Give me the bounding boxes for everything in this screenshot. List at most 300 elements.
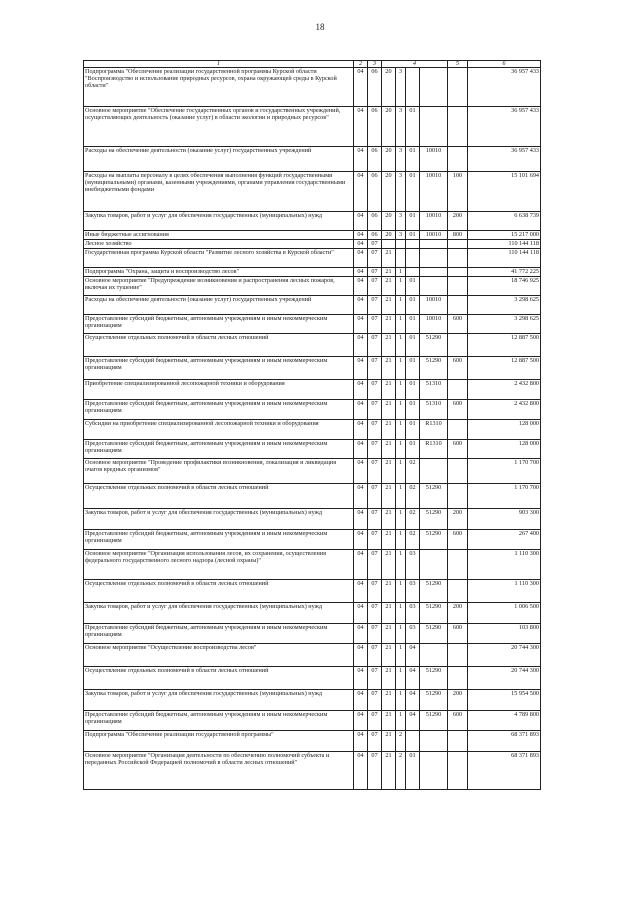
row-section: 04 bbox=[354, 147, 368, 172]
row-section: 04 bbox=[354, 277, 368, 296]
row-subsection: 07 bbox=[368, 752, 382, 790]
row-name: Осуществление отдельных полномочий в области лесных отношений bbox=[84, 580, 354, 603]
row-activity bbox=[406, 731, 420, 752]
table-row bbox=[84, 231, 541, 240]
row-program: 20 bbox=[382, 147, 396, 172]
row-direction: 51290 bbox=[420, 690, 448, 711]
row-subsection: 07 bbox=[368, 731, 382, 752]
row-subprogram: 1 bbox=[396, 530, 406, 550]
table-row bbox=[84, 249, 541, 268]
row-subprogram: 1 bbox=[396, 268, 406, 277]
row-expense-type bbox=[448, 296, 468, 315]
row-activity: 01 bbox=[406, 147, 420, 172]
row-subprogram: 1 bbox=[396, 400, 406, 420]
row-expense-type bbox=[448, 752, 468, 790]
row-program: 21 bbox=[382, 550, 396, 580]
row-name: Основное мероприятие "Осуществление воспроизводства лесов" bbox=[84, 644, 354, 667]
row-amount: 2 432 800 bbox=[468, 380, 541, 400]
row-name: Закупка товаров, работ и услуг для обеспечения государственных (муниципальных) нужд bbox=[84, 603, 354, 624]
row-program: 20 bbox=[382, 231, 396, 240]
row-subprogram: 1 bbox=[396, 315, 406, 334]
row-name: Предоставление субсидий бюджетным, автономным учреждениям и иным некоммерческим организациям bbox=[84, 315, 354, 334]
row-direction: R1310 bbox=[420, 420, 448, 440]
row-subsection: 07 bbox=[368, 509, 382, 530]
table-row bbox=[84, 484, 541, 509]
row-program: 21 bbox=[382, 711, 396, 731]
row-amount: 903 300 bbox=[468, 509, 541, 530]
row-activity: 01 bbox=[406, 420, 420, 440]
row-section: 04 bbox=[354, 580, 368, 603]
row-section: 04 bbox=[354, 334, 368, 357]
table-row bbox=[84, 624, 541, 644]
row-direction: 51290 bbox=[420, 334, 448, 357]
row-section: 04 bbox=[354, 107, 368, 147]
row-section: 04 bbox=[354, 667, 368, 690]
row-subprogram: 3 bbox=[396, 212, 406, 231]
row-program: 21 bbox=[382, 249, 396, 268]
row-name: Основное мероприятие "Организация использования лесов, их сохранения, осуществления федерального государственного лесного надзора (лесной охраны)" bbox=[84, 550, 354, 580]
table-row bbox=[84, 603, 541, 624]
row-name: Субсидии на приобретение специализированной лесопожарной техники и оборудования bbox=[84, 420, 354, 440]
row-expense-type bbox=[448, 550, 468, 580]
row-program: 21 bbox=[382, 440, 396, 459]
table-row bbox=[84, 380, 541, 400]
row-program: 21 bbox=[382, 420, 396, 440]
row-program: 21 bbox=[382, 400, 396, 420]
row-subsection: 07 bbox=[368, 400, 382, 420]
row-name: Предоставление субсидий бюджетным, автономным учреждениям и иным некоммерческим организациям bbox=[84, 400, 354, 420]
row-amount: 4 789 800 bbox=[468, 711, 541, 731]
row-subsection: 07 bbox=[368, 277, 382, 296]
row-subprogram: 1 bbox=[396, 603, 406, 624]
row-amount: 1 170 700 bbox=[468, 459, 541, 484]
row-section: 04 bbox=[354, 711, 368, 731]
row-activity: 03 bbox=[406, 580, 420, 603]
row-name: Подпрограмма "Обеспечение реализации государственной программы Курской области "Воспроизводство и использование природных ресурсов, охрана окружающей среды в Курской области" bbox=[84, 68, 354, 107]
row-subsection: 07 bbox=[368, 268, 382, 277]
row-name: Иные бюджетные ассигнования bbox=[84, 231, 354, 240]
row-direction: 10010 bbox=[420, 212, 448, 231]
row-program: 21 bbox=[382, 580, 396, 603]
row-expense-type: 200 bbox=[448, 603, 468, 624]
row-amount: 20 744 300 bbox=[468, 667, 541, 690]
row-subsection: 06 bbox=[368, 212, 382, 231]
row-subsection: 06 bbox=[368, 147, 382, 172]
row-direction bbox=[420, 240, 448, 249]
row-direction: 51290 bbox=[420, 580, 448, 603]
row-activity: 02 bbox=[406, 530, 420, 550]
row-activity bbox=[406, 268, 420, 277]
row-expense-type bbox=[448, 667, 468, 690]
row-direction: 51290 bbox=[420, 530, 448, 550]
row-subprogram bbox=[396, 249, 406, 268]
row-expense-type bbox=[448, 249, 468, 268]
row-activity: 01 bbox=[406, 752, 420, 790]
row-program: 20 bbox=[382, 107, 396, 147]
row-subsection: 07 bbox=[368, 550, 382, 580]
row-expense-type: 600 bbox=[448, 315, 468, 334]
row-name: Предоставление субсидий бюджетным, автономным учреждениям и иным некоммерческим организациям bbox=[84, 624, 354, 644]
table-body bbox=[84, 68, 541, 790]
row-amount: 1 110 300 bbox=[468, 550, 541, 580]
row-subsection: 06 bbox=[368, 172, 382, 212]
row-direction bbox=[420, 68, 448, 107]
row-section: 04 bbox=[354, 268, 368, 277]
row-program: 20 bbox=[382, 172, 396, 212]
header-col-1: 1 bbox=[84, 61, 354, 68]
row-subprogram: 1 bbox=[396, 580, 406, 603]
row-activity: 04 bbox=[406, 667, 420, 690]
row-activity bbox=[406, 68, 420, 107]
table-row bbox=[84, 240, 541, 249]
row-subprogram: 1 bbox=[396, 296, 406, 315]
row-subsection: 07 bbox=[368, 603, 382, 624]
row-activity: 01 bbox=[406, 296, 420, 315]
row-direction: 51290 bbox=[420, 624, 448, 644]
row-name: Осуществление отдельных полномочий в области лесных отношений bbox=[84, 667, 354, 690]
row-section: 04 bbox=[354, 530, 368, 550]
row-amount: 267 400 bbox=[468, 530, 541, 550]
row-direction: 10010 bbox=[420, 296, 448, 315]
row-program: 21 bbox=[382, 752, 396, 790]
row-name: Предоставление субсидий бюджетным, автономным учреждениям и иным некоммерческим организациям bbox=[84, 530, 354, 550]
row-direction: 51310 bbox=[420, 400, 448, 420]
row-direction: 51290 bbox=[420, 484, 448, 509]
row-expense-type bbox=[448, 731, 468, 752]
row-amount: 1 170 700 bbox=[468, 484, 541, 509]
row-subsection: 07 bbox=[368, 440, 382, 459]
row-subprogram: 1 bbox=[396, 509, 406, 530]
row-program: 21 bbox=[382, 277, 396, 296]
header-col-4: 4 bbox=[382, 61, 448, 68]
row-expense-type bbox=[448, 68, 468, 107]
row-activity bbox=[406, 249, 420, 268]
row-section: 04 bbox=[354, 240, 368, 249]
row-direction: 10010 bbox=[420, 172, 448, 212]
row-program: 21 bbox=[382, 315, 396, 334]
row-amount: 2 432 800 bbox=[468, 400, 541, 420]
row-subprogram: 1 bbox=[396, 420, 406, 440]
row-program: 21 bbox=[382, 530, 396, 550]
row-activity: 01 bbox=[406, 107, 420, 147]
row-direction: 51290 bbox=[420, 509, 448, 530]
row-section: 04 bbox=[354, 420, 368, 440]
row-subprogram: 1 bbox=[396, 277, 406, 296]
row-amount: 128 000 bbox=[468, 420, 541, 440]
table-row bbox=[84, 459, 541, 484]
table-row bbox=[84, 580, 541, 603]
row-expense-type: 600 bbox=[448, 530, 468, 550]
row-name: Основное мероприятие "Обеспечение государственных органов и государственных учреждений, осуществляющих деятельность (оказание услуг) в области экологии и природных ресурсов" bbox=[84, 107, 354, 147]
row-expense-type: 200 bbox=[448, 212, 468, 231]
row-program bbox=[382, 240, 396, 249]
row-direction: 51290 bbox=[420, 711, 448, 731]
row-expense-type bbox=[448, 644, 468, 667]
row-amount: 36 957 433 bbox=[468, 68, 541, 107]
header-col-5: 5 bbox=[448, 61, 468, 68]
row-name: Предоставление субсидий бюджетным, автономным учреждениям и иным некоммерческим организациям bbox=[84, 440, 354, 459]
row-name: Закупка товаров, работ и услуг для обеспечения государственных (муниципальных) нужд bbox=[84, 690, 354, 711]
row-name: Расходы на обеспечение деятельности (оказание услуг) государственных учреждений bbox=[84, 147, 354, 172]
row-subprogram: 3 bbox=[396, 172, 406, 212]
row-section: 04 bbox=[354, 357, 368, 380]
row-name: Закупка товаров, работ и услуг для обеспечения государственных (муниципальных) нужд bbox=[84, 509, 354, 530]
row-direction: 10010 bbox=[420, 315, 448, 334]
row-name: Основное мероприятие "Организация деятельности по обеспечению полномочий субъекта и переданных Российской Федерацией полномочий в области лесных отношений" bbox=[84, 752, 354, 790]
row-section: 04 bbox=[354, 484, 368, 509]
row-section: 04 bbox=[354, 624, 368, 644]
row-subprogram: 1 bbox=[396, 711, 406, 731]
row-activity: 02 bbox=[406, 459, 420, 484]
row-subsection: 07 bbox=[368, 420, 382, 440]
row-direction bbox=[420, 752, 448, 790]
row-subsection: 07 bbox=[368, 580, 382, 603]
row-name: Предоставление субсидий бюджетным, автономным учреждениям и иным некоммерческим организациям bbox=[84, 357, 354, 380]
row-amount: 110 144 118 bbox=[468, 249, 541, 268]
row-name: Лесное хозяйство bbox=[84, 240, 354, 249]
row-program: 21 bbox=[382, 484, 396, 509]
row-direction bbox=[420, 550, 448, 580]
row-amount: 15 954 500 bbox=[468, 690, 541, 711]
row-section: 04 bbox=[354, 731, 368, 752]
row-amount: 68 371 893 bbox=[468, 731, 541, 752]
row-expense-type bbox=[448, 268, 468, 277]
row-subsection: 07 bbox=[368, 380, 382, 400]
row-section: 04 bbox=[354, 644, 368, 667]
row-direction bbox=[420, 249, 448, 268]
row-direction bbox=[420, 268, 448, 277]
row-expense-type bbox=[448, 107, 468, 147]
row-direction bbox=[420, 277, 448, 296]
row-expense-type: 100 bbox=[448, 172, 468, 212]
table-row bbox=[84, 357, 541, 380]
row-name: Расходы на выплаты персоналу в целях обеспечения выполнения функций государственными (муниципальными) органами, казенными учреждениями, органами управления государственными внебюджетными фондами bbox=[84, 172, 354, 212]
row-direction: 10010 bbox=[420, 147, 448, 172]
table-row bbox=[84, 530, 541, 550]
table-row bbox=[84, 68, 541, 107]
table-row bbox=[84, 107, 541, 147]
table-row bbox=[84, 752, 541, 790]
row-subsection: 07 bbox=[368, 644, 382, 667]
row-activity: 01 bbox=[406, 212, 420, 231]
row-subprogram bbox=[396, 240, 406, 249]
row-section: 04 bbox=[354, 550, 368, 580]
row-direction bbox=[420, 107, 448, 147]
row-amount: 1 110 300 bbox=[468, 580, 541, 603]
row-expense-type bbox=[448, 580, 468, 603]
table-row bbox=[84, 296, 541, 315]
table-row bbox=[84, 667, 541, 690]
row-section: 04 bbox=[354, 603, 368, 624]
row-direction bbox=[420, 459, 448, 484]
row-program: 21 bbox=[382, 459, 396, 484]
row-activity: 01 bbox=[406, 334, 420, 357]
row-expense-type: 200 bbox=[448, 690, 468, 711]
row-name: Осуществление отдельных полномочий в области лесных отношений bbox=[84, 334, 354, 357]
table-row bbox=[84, 711, 541, 731]
row-section: 04 bbox=[354, 509, 368, 530]
row-subsection: 07 bbox=[368, 334, 382, 357]
table-row bbox=[84, 731, 541, 752]
table-row bbox=[84, 268, 541, 277]
row-subsection: 07 bbox=[368, 690, 382, 711]
row-subprogram: 1 bbox=[396, 380, 406, 400]
row-amount: 41 772 225 bbox=[468, 268, 541, 277]
row-section: 04 bbox=[354, 68, 368, 107]
row-section: 04 bbox=[354, 459, 368, 484]
table-row bbox=[84, 277, 541, 296]
row-subsection: 06 bbox=[368, 231, 382, 240]
row-subprogram: 1 bbox=[396, 334, 406, 357]
row-subprogram: 1 bbox=[396, 550, 406, 580]
table-row bbox=[84, 550, 541, 580]
row-amount: 3 298 625 bbox=[468, 296, 541, 315]
table-row bbox=[84, 315, 541, 334]
row-expense-type: 600 bbox=[448, 624, 468, 644]
table-row bbox=[84, 644, 541, 667]
row-program: 21 bbox=[382, 334, 396, 357]
row-amount: 36 957 433 bbox=[468, 107, 541, 147]
row-expense-type: 200 bbox=[448, 509, 468, 530]
row-subsection: 07 bbox=[368, 296, 382, 315]
row-subsection: 06 bbox=[368, 68, 382, 107]
budget-table bbox=[83, 60, 541, 790]
row-subprogram: 1 bbox=[396, 459, 406, 484]
row-direction: 51290 bbox=[420, 667, 448, 690]
row-subprogram: 1 bbox=[396, 667, 406, 690]
row-section: 04 bbox=[354, 400, 368, 420]
row-subprogram: 1 bbox=[396, 624, 406, 644]
row-program: 21 bbox=[382, 624, 396, 644]
row-activity: 03 bbox=[406, 550, 420, 580]
table-header-row bbox=[84, 61, 541, 68]
row-expense-type bbox=[448, 240, 468, 249]
row-subsection: 07 bbox=[368, 249, 382, 268]
row-amount: 110 144 118 bbox=[468, 240, 541, 249]
row-direction bbox=[420, 731, 448, 752]
row-expense-type: 600 bbox=[448, 400, 468, 420]
row-activity: 01 bbox=[406, 315, 420, 334]
row-subsection: 07 bbox=[368, 315, 382, 334]
row-expense-type bbox=[448, 334, 468, 357]
row-amount: 15 217 000 bbox=[468, 231, 541, 240]
row-subprogram: 3 bbox=[396, 68, 406, 107]
row-amount: 12 887 500 bbox=[468, 357, 541, 380]
row-subsection: 07 bbox=[368, 240, 382, 249]
row-activity: 01 bbox=[406, 277, 420, 296]
row-section: 04 bbox=[354, 380, 368, 400]
table-row bbox=[84, 212, 541, 231]
row-program: 21 bbox=[382, 268, 396, 277]
row-name: Закупка товаров, работ и услуг для обеспечения государственных (муниципальных) нужд bbox=[84, 212, 354, 231]
row-subprogram: 3 bbox=[396, 147, 406, 172]
table-row bbox=[84, 172, 541, 212]
table-row bbox=[84, 420, 541, 440]
row-section: 04 bbox=[354, 212, 368, 231]
row-section: 04 bbox=[354, 440, 368, 459]
row-program: 21 bbox=[382, 690, 396, 711]
row-amount: 6 638 739 bbox=[468, 212, 541, 231]
row-name: Подпрограмма "Обеспечение реализации государственной программы" bbox=[84, 731, 354, 752]
row-name: Расходы на обеспечение деятельности (оказание услуг) государственных учреждений bbox=[84, 296, 354, 315]
row-amount: 12 887 500 bbox=[468, 334, 541, 357]
row-subprogram: 1 bbox=[396, 690, 406, 711]
table-row bbox=[84, 147, 541, 172]
row-name: Подпрограмма "Охрана, защита и воспроизводство лесов" bbox=[84, 268, 354, 277]
row-direction: R1310 bbox=[420, 440, 448, 459]
row-program: 21 bbox=[382, 667, 396, 690]
row-direction bbox=[420, 644, 448, 667]
row-activity: 03 bbox=[406, 624, 420, 644]
row-program: 21 bbox=[382, 509, 396, 530]
table-row bbox=[84, 334, 541, 357]
row-amount: 36 957 433 bbox=[468, 147, 541, 172]
row-subsection: 07 bbox=[368, 459, 382, 484]
row-direction: 51290 bbox=[420, 603, 448, 624]
row-amount: 3 298 625 bbox=[468, 315, 541, 334]
row-program: 21 bbox=[382, 380, 396, 400]
row-name: Приобретение специализированной лесопожарной техники и оборудования bbox=[84, 380, 354, 400]
row-subsection: 07 bbox=[368, 357, 382, 380]
row-subsection: 07 bbox=[368, 667, 382, 690]
row-expense-type bbox=[448, 147, 468, 172]
row-amount: 103 800 bbox=[468, 624, 541, 644]
row-subprogram: 1 bbox=[396, 484, 406, 509]
row-expense-type: 800 bbox=[448, 231, 468, 240]
row-program: 21 bbox=[382, 731, 396, 752]
row-activity: 01 bbox=[406, 231, 420, 240]
row-activity: 03 bbox=[406, 603, 420, 624]
row-subprogram: 2 bbox=[396, 731, 406, 752]
row-subsection: 06 bbox=[368, 107, 382, 147]
row-section: 04 bbox=[354, 690, 368, 711]
row-expense-type: 600 bbox=[448, 711, 468, 731]
row-section: 04 bbox=[354, 231, 368, 240]
row-amount: 68 371 893 bbox=[468, 752, 541, 790]
row-amount: 15 101 694 bbox=[468, 172, 541, 212]
row-expense-type: 600 bbox=[448, 440, 468, 459]
row-activity: 04 bbox=[406, 711, 420, 731]
row-expense-type: 600 bbox=[448, 357, 468, 380]
row-expense-type bbox=[448, 459, 468, 484]
row-activity: 01 bbox=[406, 172, 420, 212]
row-section: 04 bbox=[354, 249, 368, 268]
table-row bbox=[84, 400, 541, 420]
row-subprogram: 2 bbox=[396, 752, 406, 790]
row-subsection: 07 bbox=[368, 484, 382, 509]
row-expense-type bbox=[448, 380, 468, 400]
row-name: Основное мероприятие "Предупреждение возникновения и распространения лесных пожаров, включая их тушение" bbox=[84, 277, 354, 296]
row-name: Предоставление субсидий бюджетным, автономным учреждениям и иным некоммерческим организациям bbox=[84, 711, 354, 731]
table-row bbox=[84, 690, 541, 711]
row-activity: 01 bbox=[406, 380, 420, 400]
row-amount: 1 006 500 bbox=[468, 603, 541, 624]
row-program: 21 bbox=[382, 357, 396, 380]
row-section: 04 bbox=[354, 752, 368, 790]
row-subsection: 07 bbox=[368, 530, 382, 550]
row-program: 21 bbox=[382, 296, 396, 315]
row-activity: 04 bbox=[406, 690, 420, 711]
row-amount: 18 746 925 bbox=[468, 277, 541, 296]
header-col-3: 3 bbox=[368, 61, 382, 68]
row-program: 20 bbox=[382, 68, 396, 107]
row-section: 04 bbox=[354, 296, 368, 315]
row-subprogram: 1 bbox=[396, 357, 406, 380]
row-subprogram: 1 bbox=[396, 440, 406, 459]
row-amount: 128 000 bbox=[468, 440, 541, 459]
row-activity: 01 bbox=[406, 400, 420, 420]
header-col-2: 2 bbox=[354, 61, 368, 68]
